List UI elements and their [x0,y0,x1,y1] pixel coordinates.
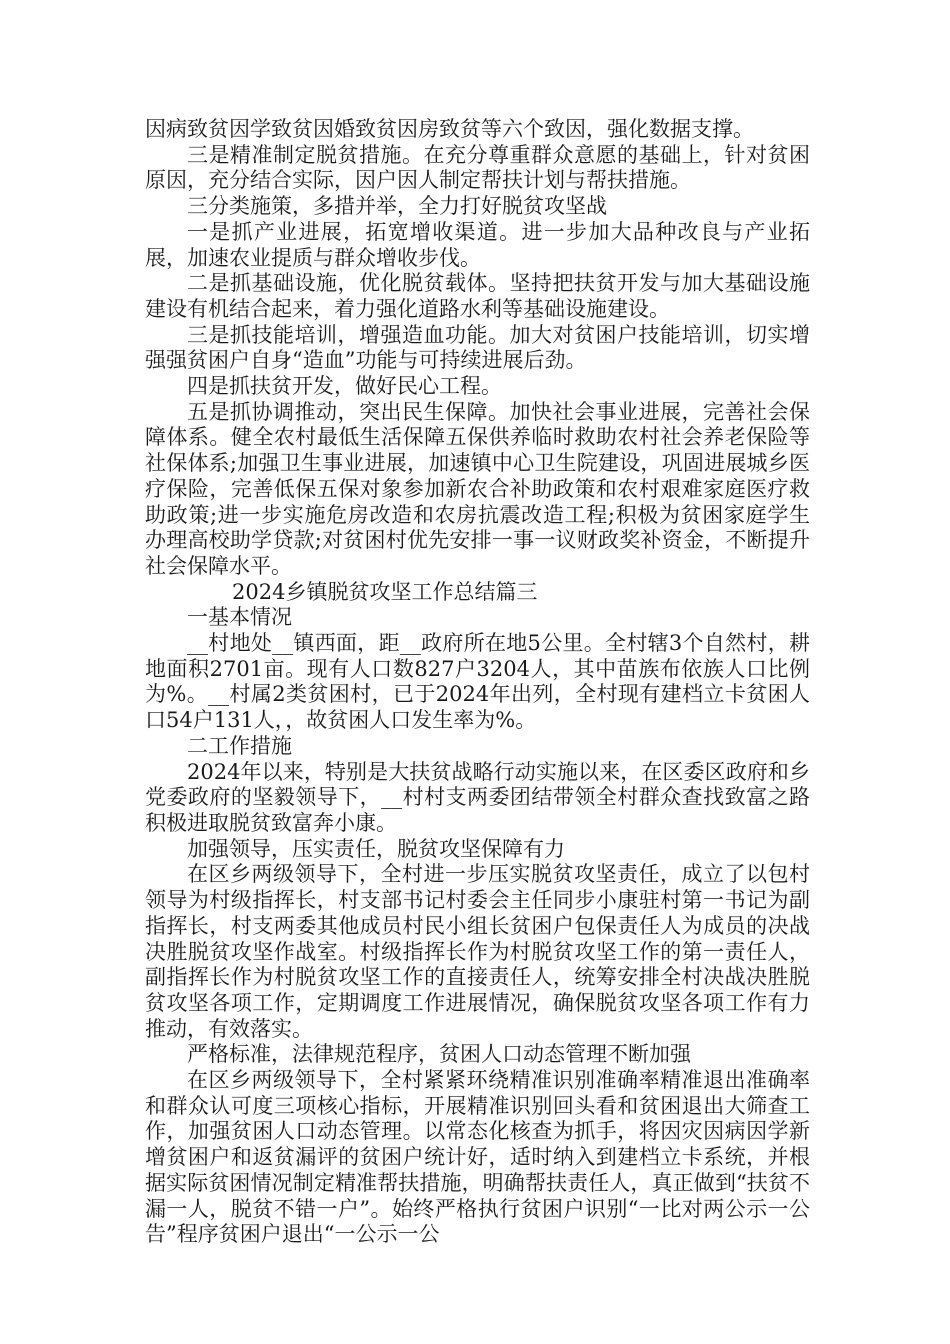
paragraph-poverty-development: 四是抓扶贫开发，做好民心工程。 [187,374,502,399]
paragraph-village-overview: __村地处__镇西面，距__政府所在地5公里。全村辖3个自然村，耕地面积2701亩。现有人口数827户3204人，其中苗族布依族人口比例为%。__村属2类贫困村，已于2024年出列，全村现有建档立卡贫困人口54户131人，，故贫困人口发生率为%。 [145,631,810,733]
paragraph-infrastructure: 二是抓基础设施，优化脱贫载体。坚持把扶贫开发与加大基础设施建设有机结合起来，着力强化道路水利等基础设施建设。 [145,271,810,321]
paragraph-skills-training: 三是抓技能培训，增强造血功能。加大对贫困户技能培训，切实增强强贫困户自身“造血”功能与可持续进展后劲。 [145,322,810,373]
section-heading-leadership: 加强领导，压实责任，脱贫攻坚保障有力 [187,836,565,861]
section-heading-standards: 严格标准，法律规范程序，贫困人口动态管理不断加强 [187,1042,691,1067]
paragraph-leadership-detail: 在区乡两级领导下，全村进一步压实脱贫攻坚责任，成立了以包村领导为村级指挥长，村支部书记村委会主任同步小康驻村第一书记为副指挥长，村支两委其他成员村民小组长贫困户包保责任人为成员的决战决胜脱贫攻坚作战室。村级指挥长作为村脱贫攻坚工作的第一责任人，副指挥长作为村脱贫攻坚工作的直接责任人，统筹安排全村决战决胜脱贫攻坚各项工作，定期调度工作进展情况，确保脱贫攻坚各项工作有力推动，有效落实。 [145,862,810,1041]
paragraph-standards-detail: 在区乡两级领导下，全村紧紧环绕精准识别准确率精准退出准确率和群众认可度三项核心指标，开展精准识别回头看和贫困退出大筛查工作，加强贫困人口动态管理。以常态化核查为抓手，将因灾因病因学新增贫困户和返贫漏评的贫困户统计好，适时纳入到建档立卡系统，并根据实际贫困情况制定精准帮扶措施，明确帮扶责任人，真正做到“扶贫不漏一人，脱贫不错一户”。始终严格执行贫困户识别“一比对两公示一公告”程序贫困户退出“一公示一公 [145,1068,810,1247]
document-body [145,117,810,1248]
section-heading-classified-policy: 三分类施策，多措并举，全力打好脱贫攻坚战 [187,194,607,219]
paragraph-precise-measures: 三是精准制定脱贫措施。在充分尊重群众意愿的基础上，针对贫困原因，充分结合实际，因户因人制定帮扶计划与帮扶措施。 [145,142,810,193]
paragraph-industry: 一是抓产业进展，拓宽增收渠道。进一步加大品种改良与产业拓展，加速农业提质与群众增收步伐。 [145,219,810,270]
section-heading-basic-situation: 一基本情况 [187,605,292,630]
article-title: 2024乡镇脱贫攻坚工作总结篇三 [232,579,538,604]
paragraph-coordination: 五是抓协调推动，突出民生保障。加快社会事业进展，完善社会保障体系。健全农村最低生活保障五保供养临时救助农村社会养老保险等社保体系;加强卫生事业进展，加速镇中心卫生院建设，巩固进展城乡医疗保险，完善低保五保对象参加新农合补助政策和农村艰难家庭医疗救助政策;进一步实施危房改造和农房抗震改造工程;积极为贫困家庭学生办理高校助学贷款;对贫困村优先安排一事一议财政奖补资金，不断提升社会保障水平。 [145,399,810,578]
paragraph-continuation: 因病致贫因学致贫因婚致贫因房致贫等六个致因，强化数据支撑。 [145,117,754,141]
paragraph-since-2024: 2024年以来，特别是大扶贫战略行动实施以来，在区委区政府和乡党委政府的坚毅领导下，__村村支两委团结带领全村群众查找致富之路积极进取脱贫致富奔小康。 [145,759,810,835]
section-heading-work-measures: 二工作措施 [187,733,292,758]
